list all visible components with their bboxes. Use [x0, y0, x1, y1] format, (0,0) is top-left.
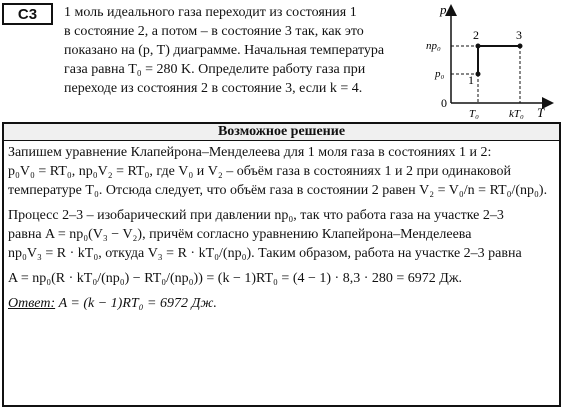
state-label-2: 2	[473, 28, 479, 42]
solution-line: равна A = np₀(V₃ − V₂), причём согласно уравнению Клапейрона–Менделеева	[8, 227, 472, 242]
origin-label: 0	[441, 96, 447, 110]
solution-line: Процесс 2–3 – изобарический при давлении np₀, так что работа газа на участке 2–3	[8, 208, 504, 223]
x-axis-label: T	[537, 105, 545, 120]
state-point	[476, 72, 481, 77]
state-point	[476, 44, 481, 49]
solution-body	[4, 141, 559, 313]
answer-value: A = (k − 1)RT₀ = 6972 Дж.	[55, 296, 217, 311]
problem-line: в состояние 2, а потом – в состояние 3 так, как это	[64, 24, 364, 39]
state-point	[518, 44, 523, 49]
problem-line: показано на (p, T) диаграмме. Начальная температура	[64, 43, 385, 58]
problem-label: С3	[2, 3, 53, 25]
x-tick-kt0: kT₀	[509, 108, 524, 120]
state-label-3: 3	[516, 28, 522, 42]
problem-block	[0, 0, 563, 120]
problem-line: газа равна T₀ = 280 K. Определите работу газа при	[64, 62, 366, 77]
problem-line: 1 моль идеального газа переходит из состояния 1	[64, 5, 357, 20]
solution-line: p₀V₀ = RT₀, np₀V₂ = RT₀, где V₀ и V₂ – объём газа в состояниях 1 и 2 при одинаковой	[8, 164, 511, 179]
x-tick-t0: T₀	[469, 108, 479, 120]
pt-diagram	[410, 0, 560, 120]
solution-box	[2, 122, 561, 407]
problem-text	[64, 3, 394, 98]
solution-line: Запишем уравнение Клапейрона–Менделеева для 1 моля газа в состояниях 1 и 2:	[8, 145, 492, 160]
y-tick-p0: p₀	[435, 68, 445, 80]
y-tick-np0: np₀	[426, 40, 441, 52]
answer-label: Ответ:	[8, 296, 56, 311]
answer-line	[8, 294, 555, 313]
y-axis-label: p	[440, 2, 447, 17]
solution-line: температуре T₀. Отсюда следует, что объём газа в состоянии 2 равен V₂ = V₀/n = RT₀/(np₀).	[8, 183, 548, 198]
solution-header: Возможное решение	[4, 124, 559, 141]
solution-line: np₀V₃ = R · kT₀, откуда V₃ = R · kT₀/(np₀). Таким образом, работа на участке 2–3 равна	[8, 246, 522, 261]
solution-formula: A = np₀(R · kT₀/(np₀) − RT₀/(np₀)) = (k − 1)RT₀ = (4 − 1) · 8,3 · 280 = 6972 Дж.	[8, 271, 462, 286]
problem-line: переходе из состояния 2 в состояние 3, если k = 4.	[64, 81, 363, 96]
state-label-1: 1	[468, 73, 474, 87]
